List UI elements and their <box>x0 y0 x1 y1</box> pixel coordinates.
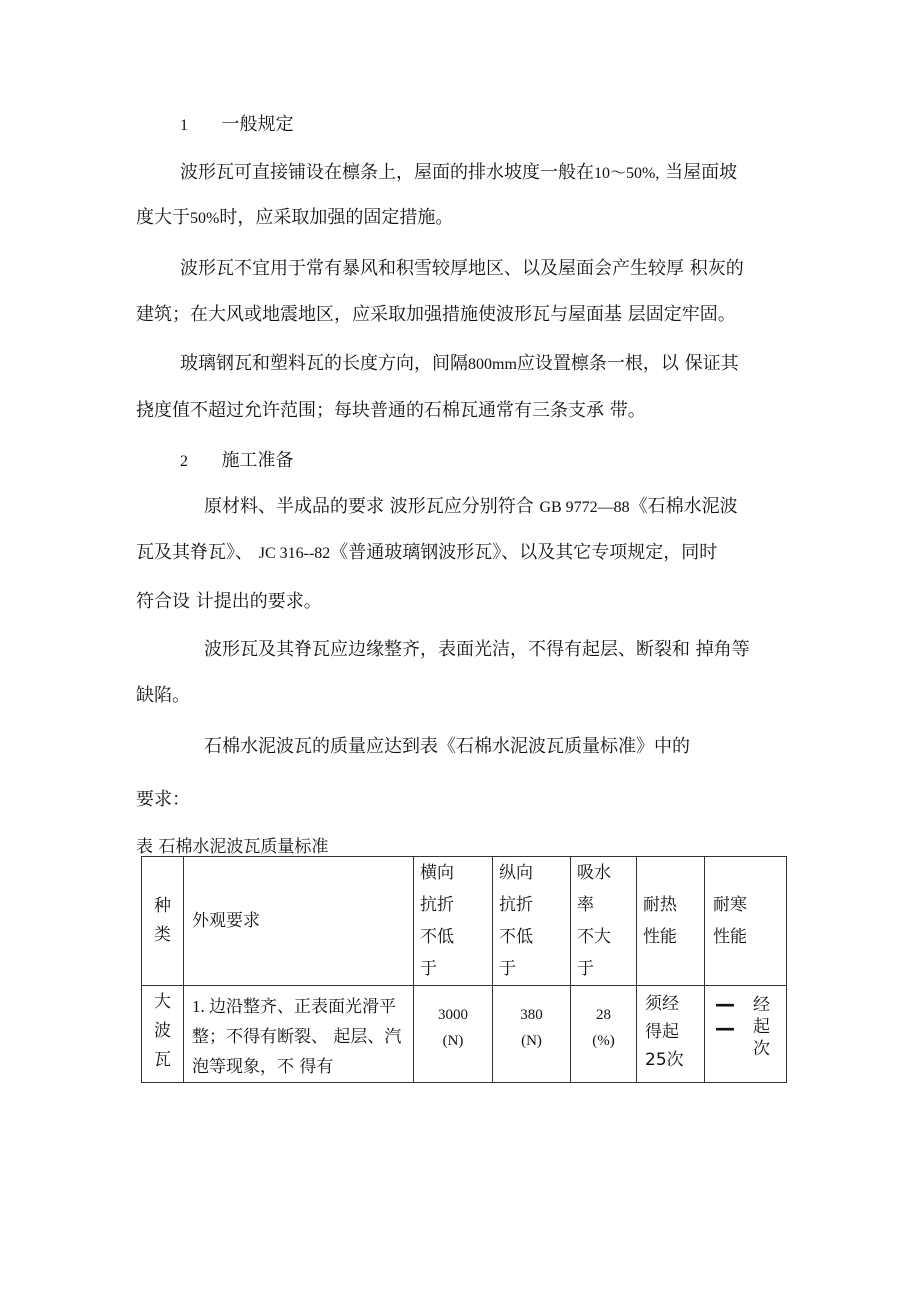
table-row <box>142 986 787 1083</box>
header-longitudinal-line-1: 纵向 <box>499 863 533 883</box>
paragraph-1-line-2-b: 时，应采取加强的固定措施。 <box>219 207 454 228</box>
header-absorption <box>571 857 637 986</box>
paragraph-1-number: 10～50%, <box>594 165 660 182</box>
section-2-heading <box>180 449 293 474</box>
header-type-line-1: 种 <box>154 896 171 916</box>
row-heat-line-3: 25次 <box>645 1050 684 1070</box>
row-type-line-2: 波 <box>154 1021 171 1041</box>
section-1-number: 1 <box>180 117 188 134</box>
paragraph-3-line-2: 挠度值不超过允许范围；每块普通的石棉瓦通常有三条支承 带。 <box>136 400 646 421</box>
row-heat-line-1: 须经 <box>645 994 679 1014</box>
paragraph-1-line-2-number: 50% <box>190 210 220 227</box>
row-appearance <box>184 986 414 1083</box>
header-cold-line-1: 耐寒 <box>713 895 747 915</box>
paragraph-6-line-2: 要求： <box>136 789 190 810</box>
row-appearance-text <box>184 986 413 1082</box>
row-cold-text-1: 经 <box>753 995 770 1015</box>
paragraph-4-line-2-a: 瓦及其脊瓦》、 <box>136 542 259 563</box>
paragraph-1-line-2 <box>136 206 453 231</box>
paragraph-4-line-2-b: 《普通玻璃钢波形瓦》、以及其它专项规定，同时 <box>330 542 718 563</box>
paragraph-3-number: 800mm <box>468 356 517 373</box>
row-cold-text-3: 次 <box>753 1039 770 1059</box>
row-appearance-body: 边沿整齐、正表面光滑平整；不得有断裂、 起层、汽泡等现象，不 得有 <box>192 997 402 1077</box>
header-cold-line-2: 性能 <box>713 927 747 947</box>
row-cold-text-2: 起 <box>753 1017 770 1037</box>
paragraph-1-text-b: 当屋面坡 <box>659 162 738 183</box>
row-longitudinal-value <box>493 986 570 1054</box>
row-absorption <box>571 986 637 1083</box>
section-1-heading <box>180 113 293 138</box>
table-caption: 表 石棉水泥波瓦质量标准 <box>136 837 329 857</box>
section-2-title: 施工准备 <box>221 450 294 471</box>
row-appearance-number: 1. <box>192 997 209 1016</box>
row-type-line-1: 大 <box>154 992 171 1012</box>
header-longitudinal-line-3: 不低 <box>499 927 533 947</box>
header-type <box>142 857 184 986</box>
paragraph-4-line-1 <box>204 495 738 520</box>
paragraph-1-line-2-a: 度大于 <box>136 207 190 228</box>
paragraph-4-standard-jc: JC 316--82 <box>258 545 331 562</box>
paragraph-2-line-1: 波形瓦不宜用于常有暴风和积雪较厚地区、以及屋面会产生较厚 积灰的 <box>180 258 744 279</box>
header-cold <box>705 857 787 986</box>
row-transverse-unit: (N) <box>442 1033 464 1049</box>
row-absorption-number: 28 <box>596 1007 611 1023</box>
paragraph-4-text-b: 《石棉水泥波 <box>629 496 738 517</box>
row-type-line-3: 瓦 <box>154 1050 171 1070</box>
row-cold <box>705 986 787 1083</box>
header-transverse <box>414 857 493 986</box>
header-absorption-line-2: 率 <box>577 895 594 915</box>
paragraph-3-text-b: 应设置檩条一根，以 保证其 <box>516 353 739 374</box>
header-appearance-label: 外观要求 <box>192 911 260 931</box>
row-longitudinal-unit: (N) <box>521 1033 542 1049</box>
header-absorption-line-1: 吸水 <box>577 863 611 883</box>
header-heat <box>637 857 705 986</box>
section-2-number: 2 <box>180 453 188 470</box>
header-longitudinal <box>493 857 571 986</box>
row-heat <box>637 986 705 1083</box>
paragraph-4-text-a: 原材料、半成品的要求 波形瓦应分别符合 <box>204 496 540 517</box>
paragraph-3-text-a: 玻璃钢瓦和塑料瓦的长度方向，间隔 <box>180 353 468 374</box>
row-cold-dash-1: — <box>715 992 735 1016</box>
header-heat-line-2: 性能 <box>643 927 677 947</box>
section-1-title: 一般规定 <box>221 114 294 135</box>
paragraph-5-line-1: 波形瓦及其脊瓦应边缘整齐，表面光洁，不得有起层、断裂和 掉角等 <box>204 639 750 660</box>
row-transverse-value <box>414 986 492 1054</box>
row-cold-content <box>705 986 786 1078</box>
paragraph-4-line-3: 符合设 计提出的要求。 <box>136 591 322 612</box>
header-absorption-line-3: 不大 <box>577 927 611 947</box>
paragraph-5-line-2: 缺陷。 <box>136 685 190 706</box>
row-absorption-unit: (%) <box>592 1033 615 1049</box>
quality-standard-table <box>141 856 787 1083</box>
header-transverse-line-2: 抗折 <box>420 895 454 915</box>
header-appearance <box>184 857 414 986</box>
header-transverse-line-3: 不低 <box>420 927 454 947</box>
paragraph-1-text-a: 波形瓦可直接铺设在檩条上，屋面的排水坡度一般在 <box>180 162 594 183</box>
paragraph-4-line-2 <box>136 541 717 566</box>
row-longitudinal <box>493 986 571 1083</box>
paragraph-2-line-2: 建筑；在大风或地震地区，应采取加强措施使波形瓦与屋面基 层固定牢固。 <box>136 304 736 325</box>
paragraph-6-line-1: 石棉水泥波瓦的质量应达到表《石棉水泥波瓦质量标准》中的 <box>204 736 690 757</box>
header-transverse-line-1: 横向 <box>420 863 454 883</box>
row-heat-line-2: 得起 <box>645 1022 679 1042</box>
row-transverse <box>414 986 493 1083</box>
header-transverse-line-4: 于 <box>420 959 437 979</box>
header-absorption-line-4: 于 <box>577 959 594 979</box>
paragraph-3-line-1 <box>180 352 739 377</box>
header-type-line-2: 类 <box>154 925 171 945</box>
row-cold-dash-2: — <box>715 1016 735 1040</box>
paragraph-4-standard-gb: GB 9772—88 <box>539 499 630 516</box>
table-header-row <box>142 857 787 986</box>
header-longitudinal-line-4: 于 <box>499 959 516 979</box>
paragraph-1-line-1 <box>180 161 737 186</box>
header-longitudinal-line-2: 抗折 <box>499 895 533 915</box>
row-transverse-number: 3000 <box>438 1007 468 1023</box>
row-absorption-value <box>571 986 636 1054</box>
row-longitudinal-number: 380 <box>520 1007 543 1023</box>
row-type <box>142 986 184 1083</box>
header-heat-line-1: 耐热 <box>643 895 677 915</box>
